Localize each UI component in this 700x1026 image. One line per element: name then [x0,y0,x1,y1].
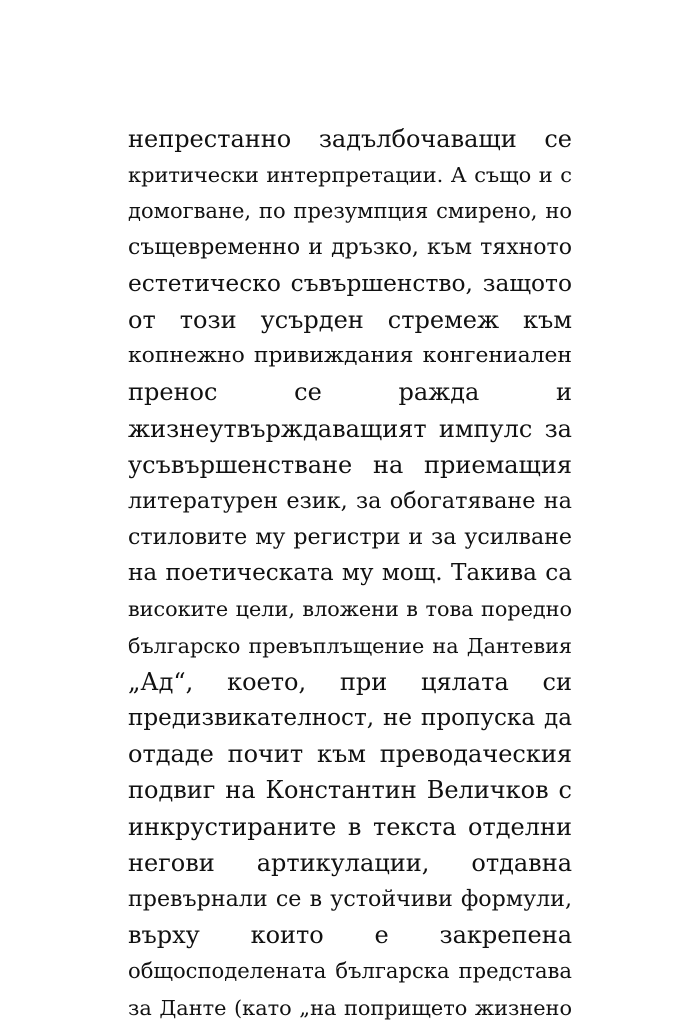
text-line: непрестанно задълбочаващи се [128,125,572,153]
text-line: стиловите му регистри и за усилване [128,524,572,551]
text-line: общосподелената българска представа [128,958,572,984]
text-line: негови артикулации, отдавна [128,848,572,877]
text-line: естетическо съвършенство, защото [128,269,572,297]
text-line: превърнали се в устойчиви формули, [128,885,572,912]
text-line: подвиг на Константин Величков с [128,776,572,805]
text-line: усъвършенстване на приемащия [128,450,572,479]
text-line: високите цели, вложени в това поредно [128,597,572,622]
text-line: жизнеутвърждаващият импулс за [128,414,572,443]
text-line: върху които е закрепена [128,921,572,950]
text-line: домогване, по презумпция смирено, но [128,198,572,224]
text-line: предизвикателност, не пропуска да [128,705,572,731]
text-line: копнежно привиждания конгениален [128,343,572,369]
text-line: „Ад“, което, при цялата си [128,667,572,696]
text-line: за Данте (като „на попрището жизнено [128,995,572,1020]
text-line: пренос се ражда и [128,378,572,407]
text-line: инкрустираните в текста отделни [128,812,572,841]
text-line: критически интерпретации. А също и с [128,163,572,188]
text-line: отдаде почит към преводаческия [128,740,572,769]
text-line: същевременно и дръзко, към тяхното [128,234,572,260]
text-line: литературен език, за обогатяване на [128,487,572,514]
text-line: от този усърден стремеж към [128,305,572,334]
text-line: на поетическата му мощ. Такива са [128,560,572,587]
text-line: българско превъплъщение на Дантевия [128,633,572,658]
body-text [128,121,572,1026]
